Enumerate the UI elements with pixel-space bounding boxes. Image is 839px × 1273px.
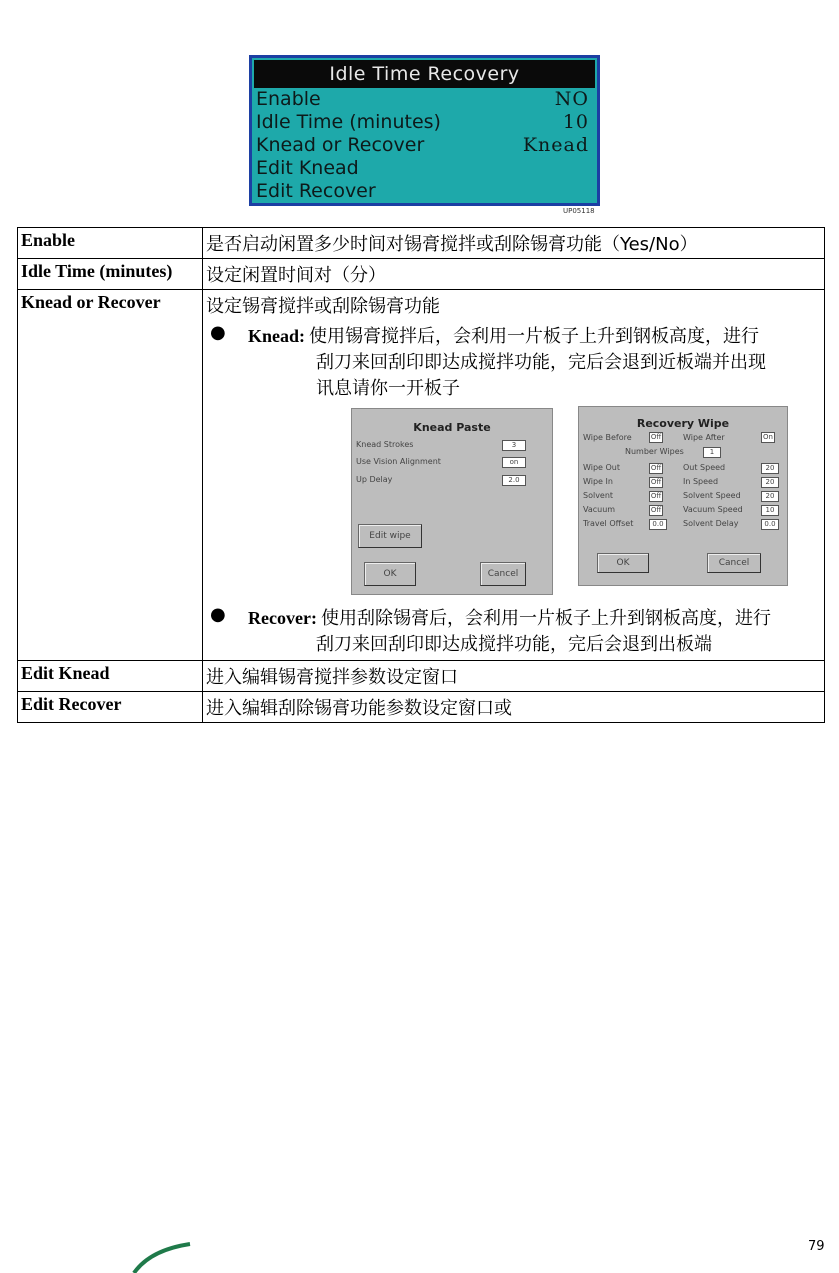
field-label: Solvent — [583, 491, 614, 500]
bullet-icon: ● — [210, 322, 226, 343]
field-label: Travel Offset — [583, 519, 634, 528]
ok-button[interactable]: OK — [597, 553, 649, 573]
row-value: Knead — [522, 134, 589, 156]
field-label: Knead Strokes — [356, 440, 414, 449]
up-delay-field[interactable]: 2.0 — [502, 475, 526, 486]
recovery-wipe-dialog — [578, 406, 788, 586]
wipe-before-field[interactable]: Off — [650, 433, 662, 441]
parameter-table — [17, 227, 825, 723]
param-name: Edit Recover — [18, 692, 203, 723]
knead-strokes-field[interactable]: 3 — [502, 440, 526, 451]
screen-row-idle-time — [252, 111, 597, 134]
field-label: Solvent Delay — [683, 519, 739, 528]
param-desc: 进入编辑锡膏搅拌参数设定窗口 — [203, 661, 825, 692]
solvent-delay-field[interactable]: 0.0 — [761, 519, 779, 530]
param-name: Idle Time (minutes) — [18, 259, 203, 290]
knead-text-line3: 讯息请你一开板子 — [316, 378, 460, 399]
out-speed-field[interactable]: 20 — [761, 463, 779, 474]
row-label: Idle Time (minutes) — [256, 111, 441, 133]
vacuum-speed-field[interactable]: 10 — [761, 505, 779, 516]
screen-title: Idle Time Recovery — [254, 60, 595, 88]
recover-label: Recover: — [248, 608, 317, 628]
param-name: Knead or Recover — [18, 290, 203, 661]
knead-paste-dialog — [351, 408, 553, 595]
table-row — [18, 661, 825, 692]
table-row — [18, 692, 825, 723]
solvent-field[interactable]: Off — [650, 492, 662, 500]
logo-swoosh — [134, 1244, 190, 1273]
screen-row-knead-or-recover — [252, 134, 597, 157]
image-code: UP05118 — [563, 207, 595, 215]
knead-text-line1: 使用锡膏搅拌后，会利用一片板子上升到钢板高度，进行 — [309, 326, 760, 347]
table-row — [18, 228, 825, 259]
field-label: Wipe In — [583, 477, 613, 486]
wipe-after-field[interactable]: On — [761, 432, 775, 443]
dialog-title: Knead Paste — [413, 421, 491, 434]
dialog-screenshots — [206, 408, 821, 598]
row-label: Knead or Recover — [256, 134, 425, 156]
use-vision-alignment-field[interactable]: on — [502, 457, 526, 468]
edit-wipe-button[interactable]: Edit wipe — [358, 524, 422, 548]
table-row — [18, 290, 825, 661]
dialog-title: Recovery Wipe — [636, 417, 730, 430]
screen-row-edit-knead — [252, 157, 597, 180]
param-desc: 是否启动闲置多少时间对锡膏搅拌或刮除锡膏功能（Yes/No） — [203, 228, 825, 259]
screen-row-edit-recover — [252, 180, 597, 203]
field-label: Solvent Speed — [683, 491, 741, 500]
wipe-in-field[interactable]: Off — [650, 478, 662, 486]
field-label: In Speed — [683, 477, 719, 486]
number-wipes-field[interactable]: 1 — [703, 447, 721, 458]
recover-text-line2: 刮刀来回刮印即达成搅拌功能，完后会退到出板端 — [316, 634, 712, 655]
param-desc: 进入编辑刮除锡膏功能参数设定窗口或 — [203, 692, 825, 723]
recover-bullet — [206, 604, 821, 630]
field-label: Number Wipes — [625, 447, 684, 456]
travel-offset-field[interactable]: 0.0 — [649, 519, 667, 530]
row-label: Edit Recover — [256, 180, 376, 202]
vacuum-field[interactable]: Off — [650, 506, 662, 514]
row-value: NO — [554, 88, 589, 110]
field-label: Vacuum Speed — [683, 505, 743, 514]
param-desc: 设定锡膏搅拌或刮除锡膏功能 — [206, 296, 440, 317]
solvent-speed-field[interactable]: 20 — [761, 491, 779, 502]
field-label: Up Delay — [356, 475, 393, 484]
field-label: Wipe After — [683, 433, 725, 442]
param-name: Edit Knead — [18, 661, 203, 692]
ok-button[interactable]: OK — [364, 562, 416, 586]
screen-row-enable — [252, 88, 597, 111]
field-label: Vacuum — [583, 505, 616, 514]
knead-label: Knead: — [248, 326, 306, 346]
field-label: Use Vision Alignment — [356, 457, 441, 466]
field-label: Wipe Out — [583, 463, 621, 472]
page-number: 79 — [808, 1239, 825, 1254]
param-name: Enable — [18, 228, 203, 259]
field-label: Out Speed — [683, 463, 726, 472]
knead-text-line2: 刮刀来回刮印即达成搅拌功能，完后会退到近板端并出现 — [316, 352, 766, 373]
recover-text-line1: 使用刮除锡膏后，会利用一片板子上升到钢板高度，进行 — [320, 608, 771, 629]
table-row — [18, 259, 825, 290]
in-speed-field[interactable]: 20 — [761, 477, 779, 488]
idle-time-recovery-screen — [249, 55, 600, 206]
row-label: Enable — [256, 88, 321, 110]
knead-bullet — [206, 322, 821, 348]
param-desc: 设定闲置时间对（分） — [203, 259, 825, 290]
bullet-icon: ● — [210, 604, 226, 625]
company-logo — [130, 1242, 270, 1273]
wipe-out-field[interactable]: Off — [650, 464, 662, 472]
field-label: Wipe Before — [583, 433, 632, 442]
cancel-button[interactable]: Cancel — [480, 562, 526, 586]
param-desc-block — [203, 290, 825, 661]
row-label: Edit Knead — [256, 157, 359, 179]
cancel-button[interactable]: Cancel — [707, 553, 761, 573]
row-value: 10 — [562, 111, 589, 133]
